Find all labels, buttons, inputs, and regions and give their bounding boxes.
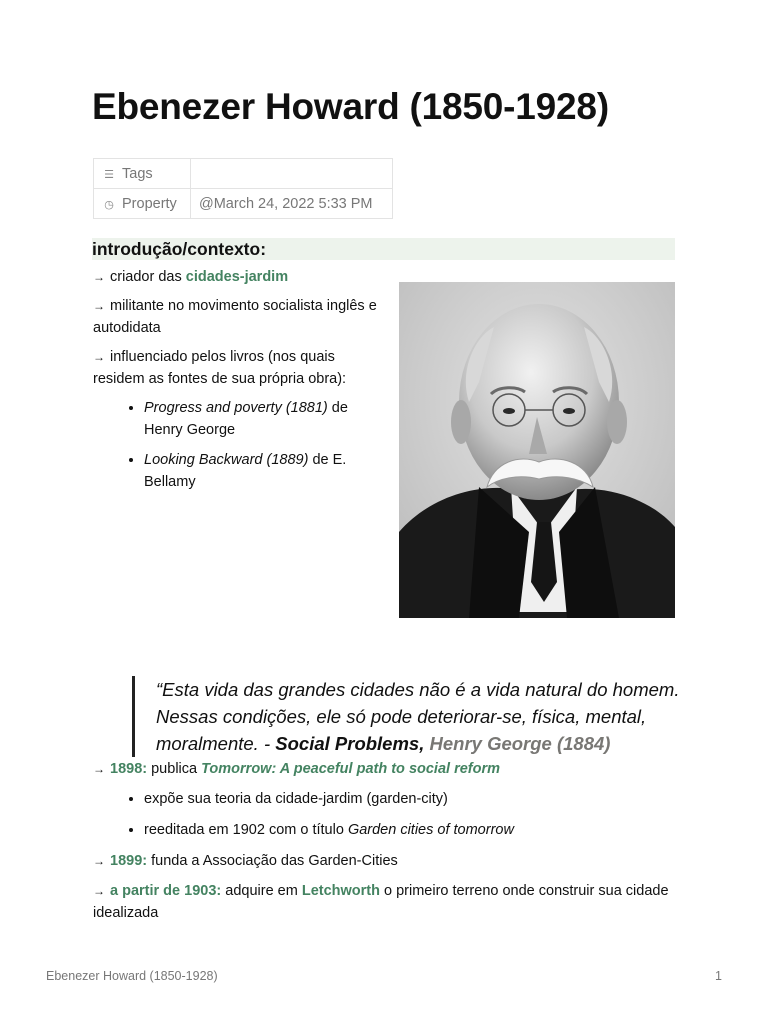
section-heading: introdução/contexto: — [92, 238, 675, 260]
property-value[interactable]: @March 24, 2022 5:33 PM — [191, 189, 393, 219]
property-key — [94, 159, 191, 189]
timeline-subtext: expõe sua teoria da cidade-jardim (garden-city) — [144, 791, 448, 807]
timeline-year: 1898: — [110, 761, 148, 777]
list-item — [144, 788, 683, 810]
timeline-text: publica — [147, 761, 202, 777]
portrait-illustration — [399, 282, 675, 618]
timeline-sublist — [93, 788, 683, 841]
list-item — [144, 819, 683, 841]
quote-text: “Esta vida das grandes cidades não é a vida natural do homem. Nessas condições, ele só pode deteriorar-se, física, mental, moralmente. - — [156, 678, 680, 754]
intro-text: militante no movimento socialista inglês e autodidata — [93, 298, 377, 336]
highlight-term: cidades-jardim — [185, 269, 289, 285]
property-key — [94, 189, 191, 219]
arrow-icon: → — [93, 299, 105, 313]
clock-icon: ◷ — [104, 198, 114, 211]
book-title: Looking Backward (1889) — [144, 452, 309, 468]
timeline-text: funda a Associação das Garden-Cities — [147, 853, 398, 869]
book-author: de E. Bellamy — [144, 452, 347, 490]
intro-block — [93, 266, 378, 501]
property-key-label: Tags — [122, 165, 153, 182]
timeline-item — [93, 880, 683, 924]
quote-author: Henry George (1884) — [424, 732, 611, 754]
quote-block — [132, 676, 736, 757]
intro-item — [93, 346, 378, 390]
footer-title: Ebenezer Howard (1850-1928) — [46, 969, 218, 983]
book-list — [93, 397, 378, 493]
intro-text: influenciado pelos livros (nos quais residem as fontes de sua própria obra): — [93, 349, 347, 387]
arrow-icon: → — [93, 884, 105, 898]
timeline-year: a partir de 1903: — [110, 883, 222, 899]
list-item — [144, 449, 378, 493]
portrait-photo — [399, 282, 675, 618]
intro-item — [93, 266, 378, 288]
list-icon: ☰ — [104, 168, 114, 181]
property-value[interactable] — [191, 159, 393, 189]
timeline-item — [93, 850, 683, 872]
timeline-block — [93, 758, 683, 932]
property-row-tags[interactable] — [94, 159, 393, 189]
quote-source: Social Problems, — [275, 732, 425, 754]
timeline-item — [93, 758, 683, 780]
page-number: 1 — [715, 969, 722, 983]
arrow-icon: → — [93, 350, 105, 364]
intro-item — [93, 295, 378, 339]
property-row-date[interactable] — [94, 189, 393, 219]
arrow-icon: → — [93, 762, 105, 776]
book-title: Progress and poverty (1881) — [144, 400, 328, 416]
place-name: Letchworth — [301, 883, 380, 899]
timeline-year: 1899: — [110, 853, 148, 869]
arrow-icon: → — [93, 270, 105, 284]
list-item — [144, 397, 378, 441]
timeline-subtext: reeditada em 1902 com o título — [144, 822, 348, 838]
property-key-label: Property — [122, 195, 177, 212]
book-author: de Henry George — [144, 400, 348, 438]
page-title: Ebenezer Howard (1850-1928) — [92, 86, 609, 127]
intro-text: criador das — [110, 269, 186, 285]
timeline-text: o primeiro terreno onde construir sua cidade idealizada — [93, 883, 669, 921]
book-title: Garden cities of tomorrow — [347, 822, 514, 838]
timeline-text: adquire em — [221, 883, 302, 899]
arrow-icon: → — [93, 854, 105, 868]
properties-table — [93, 158, 393, 219]
book-title: Tomorrow: A peaceful path to social reform — [201, 761, 501, 777]
